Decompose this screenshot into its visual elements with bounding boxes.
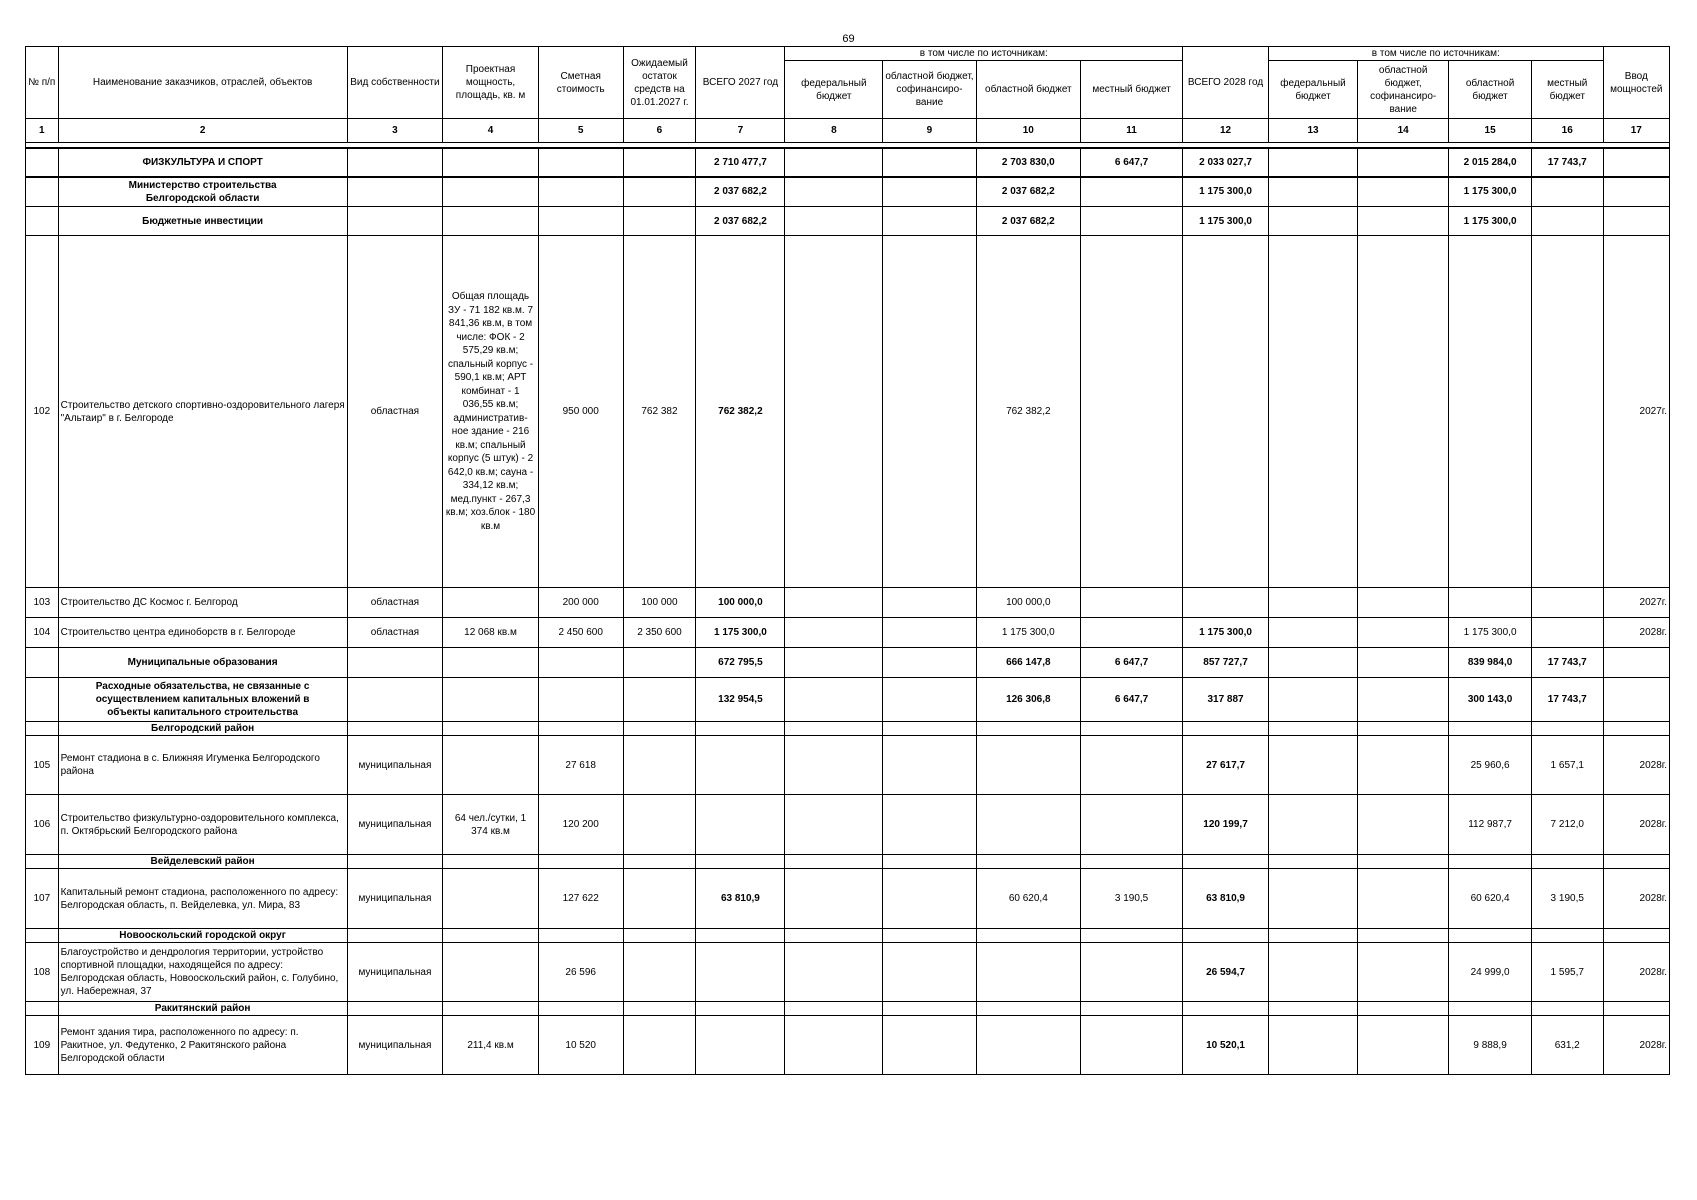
row-name: Ремонт здания тира, расположенного по адресу: п. Ракитное, ул. Федутенко, 2 Ракитянского района Белгородской области (58, 1016, 347, 1075)
ownership: муниципальная (347, 795, 443, 855)
row-name: Строительство центра единоборств в г. Белгороде (58, 618, 347, 648)
ownership: областная (347, 236, 443, 588)
table-row-104 (26, 618, 1670, 648)
capacity: 12 068 кв.м (443, 618, 539, 648)
estimated-cost: 120 200 (538, 795, 623, 855)
commissioning: 2028г. (1603, 943, 1669, 1002)
col-number: 15 (1449, 119, 1532, 143)
row-name: Муниципальные образования (58, 648, 347, 678)
regional-2028: 60 620,4 (1449, 869, 1532, 929)
total-2028: 857 727,7 (1183, 648, 1269, 678)
local-2028: 17 743,7 (1531, 648, 1603, 678)
local-2028: 7 212,0 (1531, 795, 1603, 855)
header-federal-2028: федеральный бюджет (1268, 61, 1357, 119)
col-number: 12 (1183, 119, 1269, 143)
header-total-2028: ВСЕГО 2028 год (1183, 47, 1269, 119)
row-name: Министерство строительства Белгородской области (58, 177, 347, 207)
row-number: 104 (26, 618, 59, 648)
total-2027: 672 795,5 (696, 648, 785, 678)
col-number: 8 (785, 119, 883, 143)
table-row-expenses (26, 678, 1670, 722)
col-number: 9 (883, 119, 976, 143)
header-capacity: Проектная мощность, площадь, кв. м (443, 47, 539, 119)
estimated-cost: 26 596 (538, 943, 623, 1002)
capacity: 64 чел./сутки, 1 374 кв.м (443, 795, 539, 855)
expected-rest: 100 000 (623, 588, 696, 618)
regional-2027: 2 037 682,2 (976, 177, 1080, 207)
regional-2028: 1 175 300,0 (1449, 618, 1532, 648)
regional-2027: 666 147,8 (976, 648, 1080, 678)
row-name: Бюджетные инвестиции (58, 207, 347, 236)
regional-2027: 100 000,0 (976, 588, 1080, 618)
row-name: Расходные обязательства, не связанные с осуществлением капитальных вложений в объекты капитального строительства (58, 678, 347, 722)
ownership: муниципальная (347, 943, 443, 1002)
commissioning: 2028г. (1603, 795, 1669, 855)
regional-2028: 1 175 300,0 (1449, 207, 1532, 236)
total-2028: 63 810,9 (1183, 869, 1269, 929)
ownership: областная (347, 618, 443, 648)
local-2027: 3 190,5 (1080, 869, 1182, 929)
regional-2028: 9 888,9 (1449, 1016, 1532, 1075)
header-total-2027: ВСЕГО 2027 год (696, 47, 785, 119)
table-row-102 (26, 236, 1670, 588)
total-2028: 1 175 300,0 (1183, 618, 1269, 648)
total-2028: 120 199,7 (1183, 795, 1269, 855)
col-number: 3 (347, 119, 443, 143)
row-name: ФИЗКУЛЬТУРА И СПОРТ (58, 148, 347, 177)
district-label: Вейделевский район (58, 855, 347, 869)
table-row-district (26, 929, 1670, 943)
col-number: 2 (58, 119, 347, 143)
col-number: 17 (1603, 119, 1669, 143)
local-2027: 6 647,7 (1080, 678, 1182, 722)
commissioning: 2028г. (1603, 736, 1669, 795)
total-2027: 1 175 300,0 (696, 618, 785, 648)
local-2028: 1 657,1 (1531, 736, 1603, 795)
commissioning: 2027г. (1603, 236, 1669, 588)
page-number: 69 (842, 33, 855, 45)
row-name: Благоустройство и дендрология территории, устройство спортивной площадки, находящейся по адресу: Белгородская область, Новооскольский район, с. Голубино, ул. Набережная, 37 (58, 943, 347, 1002)
header-num: № п/п (26, 47, 59, 119)
estimated-cost: 10 520 (538, 1016, 623, 1075)
col-number: 1 (26, 119, 59, 143)
header-regional-2028: областной бюджет (1449, 61, 1532, 119)
row-name: Строительство ДС Космос г. Белгород (58, 588, 347, 618)
total-2027: 2 037 682,2 (696, 207, 785, 236)
regional-2028: 839 984,0 (1449, 648, 1532, 678)
header-local-2027: местный бюджет (1080, 61, 1182, 119)
total-2028: 27 617,7 (1183, 736, 1269, 795)
row-name: Капитальный ремонт стадиона, расположенного по адресу: Белгородская область, п. Вейделевка, ул. Мира, 83 (58, 869, 347, 929)
total-2028: 1 175 300,0 (1183, 207, 1269, 236)
row-number: 102 (26, 236, 59, 588)
col-number: 4 (443, 119, 539, 143)
commissioning: 2028г. (1603, 869, 1669, 929)
row-number: 107 (26, 869, 59, 929)
table-row-103 (26, 588, 1670, 618)
total-2027: 2 710 477,7 (696, 148, 785, 177)
estimated-cost: 950 000 (538, 236, 623, 588)
row-name: Ремонт стадиона в с. Ближняя Игуменка Белгородского района (58, 736, 347, 795)
regional-2027: 762 382,2 (976, 236, 1080, 588)
estimated-cost: 200 000 (538, 588, 623, 618)
header-group-2028: в том числе по источникам: (1268, 47, 1603, 61)
regional-2028: 2 015 284,0 (1449, 148, 1532, 177)
regional-2027: 2 037 682,2 (976, 207, 1080, 236)
row-number: 106 (26, 795, 59, 855)
ownership: муниципальная (347, 736, 443, 795)
commissioning: 2027г. (1603, 588, 1669, 618)
total-2028: 2 033 027,7 (1183, 148, 1269, 177)
col-number: 10 (976, 119, 1080, 143)
header-cofin-2027: областной бюджет, софинансиро-вание (883, 61, 976, 119)
expected-rest: 762 382 (623, 236, 696, 588)
total-2027: 762 382,2 (696, 236, 785, 588)
regional-2027: 1 175 300,0 (976, 618, 1080, 648)
commissioning: 2028г. (1603, 1016, 1669, 1075)
table-row-budget-investments (26, 207, 1670, 236)
local-2027: 6 647,7 (1080, 148, 1182, 177)
row-number: 108 (26, 943, 59, 1002)
col-number: 11 (1080, 119, 1182, 143)
capacity: Общая площадь ЗУ - 71 182 кв.м. 7 841,36 кв.м, в том числе: ФОК - 2 575,29 кв.м; спальный корпус - 590,1 кв.м; АРТ комбинат - 1 036,55 кв.м; административ-ное здание - 216 кв.м; спальный корпус (5 штук) - 2 642,0 кв.м; сауна - 334,12 кв.м; мед.пункт - 267,3 кв.м; хоз.блок - 180 кв.м (443, 236, 539, 588)
ownership: областная (347, 588, 443, 618)
row-name: Строительство физкультурно-оздоровительного комплекса, п. Октябрьский Белгородского района (58, 795, 347, 855)
total-2027: 132 954,5 (696, 678, 785, 722)
local-2028: 17 743,7 (1531, 148, 1603, 177)
table-row-district (26, 1002, 1670, 1016)
header-name: Наименование заказчиков, отраслей, объектов (58, 47, 347, 119)
regional-2028: 1 175 300,0 (1449, 177, 1532, 207)
row-name: Строительство детского спортивно-оздоровительного лагеря "Альтаир" в г. Белгороде (58, 236, 347, 588)
local-2027: 6 647,7 (1080, 648, 1182, 678)
col-number: 13 (1268, 119, 1357, 143)
col-number: 5 (538, 119, 623, 143)
regional-2027: 2 703 830,0 (976, 148, 1080, 177)
col-number: 16 (1531, 119, 1603, 143)
header-estimated-cost: Сметная стоимость (538, 47, 623, 119)
total-2028: 26 594,7 (1183, 943, 1269, 1002)
table-row-109 (26, 1016, 1670, 1075)
table-row-district (26, 722, 1670, 736)
expected-rest: 2 350 600 (623, 618, 696, 648)
estimated-cost: 27 618 (538, 736, 623, 795)
regional-2028: 300 143,0 (1449, 678, 1532, 722)
total-2028: 317 887 (1183, 678, 1269, 722)
col-number: 7 (696, 119, 785, 143)
regional-2027: 60 620,4 (976, 869, 1080, 929)
commissioning: 2028г. (1603, 618, 1669, 648)
header-local-2028: местный бюджет (1531, 61, 1603, 119)
ownership: муниципальная (347, 869, 443, 929)
total-2028: 1 175 300,0 (1183, 177, 1269, 207)
local-2028: 1 595,7 (1531, 943, 1603, 1002)
regional-2027: 126 306,8 (976, 678, 1080, 722)
local-2028: 17 743,7 (1531, 678, 1603, 722)
row-number: 105 (26, 736, 59, 795)
regional-2028: 24 999,0 (1449, 943, 1532, 1002)
table-row-ministry (26, 177, 1670, 207)
header-federal-2027: федеральный бюджет (785, 61, 883, 119)
table-row-district (26, 855, 1670, 869)
regional-2028: 112 987,7 (1449, 795, 1532, 855)
table-row-106 (26, 795, 1670, 855)
col-number: 6 (623, 119, 696, 143)
total-2027: 63 810,9 (696, 869, 785, 929)
district-label: Новооскольский городской округ (58, 929, 347, 943)
row-number: 109 (26, 1016, 59, 1075)
capacity: 211,4 кв.м (443, 1016, 539, 1075)
regional-2028: 25 960,6 (1449, 736, 1532, 795)
col-number: 14 (1358, 119, 1449, 143)
header-regional-2027: областной бюджет (976, 61, 1080, 119)
budget-table (25, 46, 1670, 1075)
district-label: Белгородский район (58, 722, 347, 736)
total-2027: 100 000,0 (696, 588, 785, 618)
local-2028: 3 190,5 (1531, 869, 1603, 929)
estimated-cost: 127 622 (538, 869, 623, 929)
header-cofin-2028: областной бюджет, софинансиро-вание (1358, 61, 1449, 119)
row-number: 103 (26, 588, 59, 618)
column-numbers-row (26, 119, 1670, 143)
header-commissioning: Ввод мощностей (1603, 47, 1669, 119)
table-row-107 (26, 869, 1670, 929)
header-group-2027: в том числе по источникам: (785, 47, 1183, 61)
header-ownership: Вид собственности (347, 47, 443, 119)
total-2027: 2 037 682,2 (696, 177, 785, 207)
estimated-cost: 2 450 600 (538, 618, 623, 648)
ownership: муниципальная (347, 1016, 443, 1075)
district-label: Ракитянский район (58, 1002, 347, 1016)
table-row-sport (26, 148, 1670, 177)
header-expected-rest: Ожидаемый остаток средств на 01.01.2027 г. (623, 47, 696, 119)
table-row-105 (26, 736, 1670, 795)
total-2028: 10 520,1 (1183, 1016, 1269, 1075)
table-row-108 (26, 943, 1670, 1002)
local-2028: 631,2 (1531, 1016, 1603, 1075)
table-row-municipal (26, 648, 1670, 678)
